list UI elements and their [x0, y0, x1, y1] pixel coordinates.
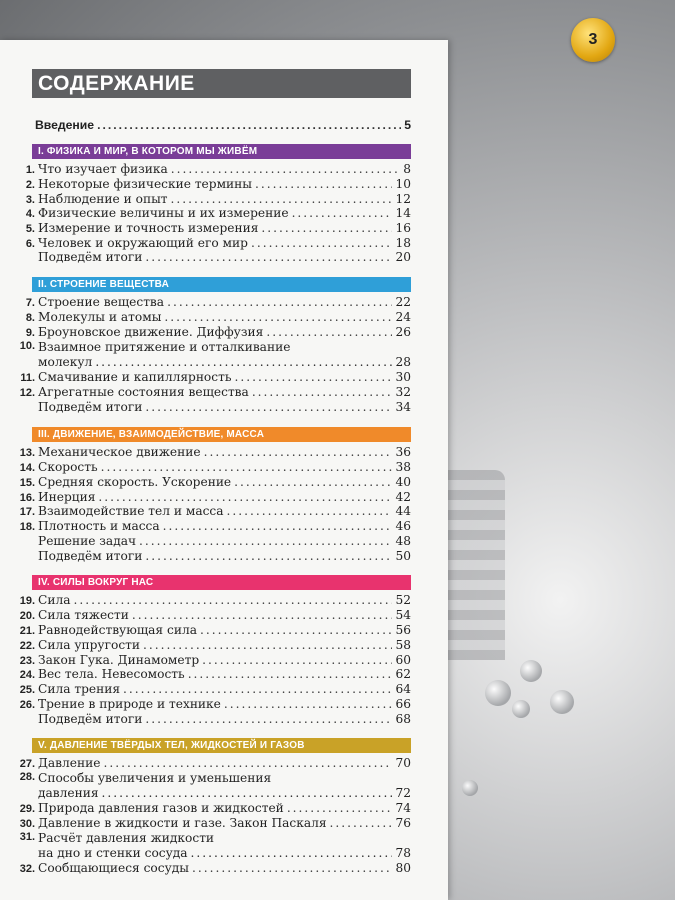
- toc-label: Физические величины и их измерение: [38, 206, 289, 220]
- toc-num: 8.: [25, 312, 35, 324]
- toc-leader: [287, 801, 393, 815]
- toc-num: 16.: [19, 492, 35, 504]
- toc-leader: [145, 712, 392, 726]
- toc-num: 7.: [25, 297, 35, 309]
- page-title: СОДЕРЖАНИЕ: [32, 69, 411, 98]
- toc-leader: [145, 549, 392, 563]
- toc-label: Способы увеличения и уменьшения: [38, 771, 272, 785]
- toc-page: 50: [395, 549, 411, 563]
- toc-leader: [145, 400, 392, 414]
- toc-page: 42: [395, 490, 411, 504]
- toc-label: Средняя скорость. Ускорение: [38, 475, 232, 489]
- molecule-ball: [512, 700, 530, 718]
- molecule-ball: [520, 660, 542, 682]
- toc-entry[interactable]: [11, 549, 411, 563]
- toc-page: 58: [395, 638, 411, 652]
- toc-leader: [139, 534, 392, 548]
- toc-label: Сообщающиеся сосуды: [38, 861, 189, 875]
- toc-entry[interactable]: [11, 504, 411, 518]
- toc-leader: [266, 325, 392, 339]
- toc-leader: [252, 385, 393, 399]
- toc-leader: [292, 206, 393, 220]
- toc-label: Давление в жидкости и газе. Закон Паскаля: [38, 816, 327, 830]
- toc-entry[interactable]: [11, 831, 411, 861]
- section-header: I. ФИЗИКА И МИР, В КОТОРОМ МЫ ЖИВЁМ: [32, 144, 411, 159]
- toc-leader: [224, 697, 393, 711]
- toc-num: 3.: [25, 194, 35, 206]
- toc-label: Закон Гука. Динамометр: [38, 653, 200, 667]
- toc-num: 24.: [19, 669, 35, 681]
- section-header: IV. СИЛЫ ВОКРУГ НАС: [32, 575, 411, 590]
- toc-leader: [123, 682, 392, 696]
- toc-page: 24: [395, 310, 411, 324]
- toc-num: 22.: [19, 640, 35, 652]
- toc-leader: [171, 192, 393, 206]
- toc-page: 52: [395, 593, 411, 607]
- molecule-ball: [550, 690, 574, 714]
- toc-leader: [171, 162, 400, 176]
- toc-label: Подведём итоги: [38, 712, 143, 726]
- toc-label: Решение задач: [38, 534, 137, 548]
- toc-page: 48: [395, 534, 411, 548]
- toc-entry[interactable]: [11, 756, 411, 770]
- toc-leader: [202, 653, 392, 667]
- toc-page: 68: [395, 712, 411, 726]
- toc-leader: [255, 177, 392, 191]
- toc-entry[interactable]: [11, 519, 411, 533]
- toc-page: 46: [395, 519, 411, 533]
- toc-num: 30.: [19, 818, 35, 830]
- toc-label: Строение вещества: [38, 295, 165, 309]
- toc-label: Сила упругости: [38, 638, 141, 652]
- toc-leader: [164, 310, 392, 324]
- toc-page: 18: [395, 236, 411, 250]
- toc-page: 72: [395, 786, 411, 800]
- toc-page: 76: [395, 816, 411, 830]
- toc-label: Молекулы и атомы: [38, 310, 162, 324]
- molecule-ball: [485, 680, 511, 706]
- section-header: II. СТРОЕНИЕ ВЕЩЕСТВА: [32, 277, 411, 292]
- toc-page: 8: [403, 162, 411, 176]
- section-header: V. ДАВЛЕНИЕ ТВЁРДЫХ ТЕЛ, ЖИДКОСТЕЙ И ГАЗОВ: [32, 738, 411, 753]
- toc-page: 38: [395, 460, 411, 474]
- toc-page: 32: [395, 385, 411, 399]
- toc-page: 5: [404, 118, 411, 132]
- toc-num: 21.: [19, 625, 35, 637]
- toc-leader: [204, 445, 393, 459]
- toc-num: 27.: [19, 758, 35, 770]
- toc-page: 78: [395, 846, 411, 860]
- toc-num: 32.: [19, 863, 35, 875]
- toc-leader: [192, 861, 393, 875]
- toc-page: 66: [395, 697, 411, 711]
- toc-entry[interactable]: [11, 667, 411, 681]
- toc-num: 12.: [19, 387, 35, 399]
- toc-label: Расчёт давления жидкости: [38, 831, 215, 845]
- toc-leader: [132, 608, 393, 622]
- toc-page: 60: [395, 653, 411, 667]
- toc-entry[interactable]: [11, 460, 411, 474]
- page-number-badge: 3: [571, 18, 615, 62]
- toc-entry[interactable]: [11, 712, 411, 726]
- toc-label: Вес тела. Невесомость: [38, 667, 185, 681]
- toc-page: 40: [395, 475, 411, 489]
- toc-entry[interactable]: [11, 385, 411, 399]
- toc-page: 62: [395, 667, 411, 681]
- toc-entry[interactable]: [11, 192, 411, 206]
- toc-page: 16: [395, 221, 411, 235]
- toc-leader: [251, 236, 393, 250]
- toc-page: 14: [395, 206, 411, 220]
- toc-num: 15.: [19, 477, 35, 489]
- toc-leader: [101, 460, 393, 474]
- toc-entry[interactable]: [11, 861, 411, 875]
- toc-num: 14.: [19, 462, 35, 474]
- toc-entry[interactable]: [11, 534, 411, 548]
- toc-entry[interactable]: [11, 682, 411, 696]
- toc-leader: [103, 756, 392, 770]
- toc-leader: [98, 490, 392, 504]
- toc-label: Броуновское движение. Диффузия: [38, 325, 264, 339]
- toc-num: 5.: [25, 223, 35, 235]
- toc-page: 10: [395, 177, 411, 191]
- toc-page: 12: [395, 192, 411, 206]
- toc-entry[interactable]: [11, 295, 411, 309]
- toc-num: 17.: [19, 506, 35, 518]
- toc-label: Подведём итоги: [38, 400, 143, 414]
- toc-label: Трение в природе и технике: [38, 697, 221, 711]
- toc-leader: [163, 519, 393, 533]
- toc-entry[interactable]: [11, 445, 411, 459]
- toc-entry-intro[interactable]: [35, 118, 411, 132]
- molecule-ball: [462, 780, 478, 796]
- toc-page: 56: [395, 623, 411, 637]
- section-header: III. ДВИЖЕНИЕ, ВЗАИМОДЕЙСТВИЕ, МАССА: [32, 427, 411, 442]
- toc-leader: [143, 638, 392, 652]
- toc-label: Подведём итоги: [38, 250, 143, 264]
- toc-entry[interactable]: [11, 653, 411, 667]
- toc-page: 70: [395, 756, 411, 770]
- toc-leader: [191, 846, 393, 860]
- toc-page: 36: [395, 445, 411, 459]
- toc-entry[interactable]: [11, 400, 411, 414]
- toc-label: Инерция: [38, 490, 96, 504]
- toc-num: 20.: [19, 610, 35, 622]
- toc-leader: [95, 355, 392, 369]
- toc-label: Что изучает физика: [38, 162, 168, 176]
- toc-entry[interactable]: [11, 608, 411, 622]
- toc-page: 74: [395, 801, 411, 815]
- toc-label-cont: молекул: [38, 355, 93, 369]
- toc-label: Наблюдение и опыт: [38, 192, 168, 206]
- contents-page: [0, 40, 448, 900]
- toc-leader: [102, 786, 393, 800]
- toc-num: 6.: [25, 238, 35, 250]
- toc-leader: [234, 475, 392, 489]
- toc-page: 54: [395, 608, 411, 622]
- toc-label-cont: давления: [38, 786, 99, 800]
- toc-num: 4.: [25, 208, 35, 220]
- toc-entry[interactable]: [11, 816, 411, 830]
- toc-label-cont: на дно и стенки сосуда: [38, 846, 188, 860]
- toc-page: 20: [395, 250, 411, 264]
- toc-label: Введение: [35, 118, 95, 132]
- toc-entry[interactable]: [11, 638, 411, 652]
- toc-entry[interactable]: [11, 177, 411, 191]
- toc-label: Скорость: [38, 460, 98, 474]
- toc-num: 25.: [19, 684, 35, 696]
- toc-page: 26: [395, 325, 411, 339]
- toc-num: 23.: [19, 655, 35, 667]
- toc-label: Механическое движение: [38, 445, 201, 459]
- toc-entry[interactable]: [11, 236, 411, 250]
- toc-page: 22: [395, 295, 411, 309]
- toc-leader: [188, 667, 393, 681]
- toc-num: 26.: [19, 699, 35, 711]
- toc-label: Взаимодействие тел и масса: [38, 504, 224, 518]
- toc-entry[interactable]: [11, 310, 411, 324]
- toc-leader: [97, 118, 401, 132]
- toc-entry[interactable]: [11, 771, 411, 801]
- toc-leader: [234, 370, 392, 384]
- toc-entry[interactable]: [11, 475, 411, 489]
- toc-label: Сила тяжести: [38, 608, 129, 622]
- toc-num: 1.: [25, 164, 35, 176]
- toc-label: Некоторые физические термины: [38, 177, 253, 191]
- toc-entry[interactable]: [11, 370, 411, 384]
- toc-entry[interactable]: [11, 593, 411, 607]
- toc-leader: [261, 221, 392, 235]
- toc-leader: [73, 593, 392, 607]
- toc-leader: [200, 623, 393, 637]
- toc-num: 28.: [19, 771, 35, 783]
- toc-entry[interactable]: [11, 162, 411, 176]
- toc-entry[interactable]: [11, 490, 411, 504]
- toc-leader: [227, 504, 393, 518]
- toc-entry[interactable]: [11, 340, 411, 370]
- toc-label: Взаимное притяжение и отталкивание: [38, 340, 291, 354]
- toc-label: Равнодействующая сила: [38, 623, 197, 637]
- toc-page: 80: [395, 861, 411, 875]
- toc-page: 30: [395, 370, 411, 384]
- toc-num: 9.: [25, 327, 35, 339]
- toc-label: Сила: [38, 593, 71, 607]
- toc-leader: [330, 816, 393, 830]
- toc-entry[interactable]: [11, 206, 411, 220]
- toc-page: 44: [395, 504, 411, 518]
- toc-label: Давление: [38, 756, 101, 770]
- toc-entry[interactable]: [11, 697, 411, 711]
- toc-num: 10.: [19, 340, 35, 352]
- toc-page: 34: [395, 400, 411, 414]
- toc-label: Смачивание и капиллярность: [38, 370, 232, 384]
- toc-leader: [167, 295, 392, 309]
- toc-label: Человек и окружающий его мир: [38, 236, 248, 250]
- toc-num: 18.: [19, 521, 35, 533]
- toc-page: 28: [395, 355, 411, 369]
- toc-leader: [145, 250, 392, 264]
- toc-entry[interactable]: [11, 221, 411, 235]
- toc-entry[interactable]: [11, 801, 411, 815]
- toc-num: 11.: [20, 372, 35, 384]
- toc-num: 29.: [19, 803, 35, 815]
- toc-entry[interactable]: [11, 623, 411, 637]
- toc-entry[interactable]: [11, 325, 411, 339]
- toc-num: 13.: [19, 447, 35, 459]
- toc-label: Подведём итоги: [38, 549, 143, 563]
- toc-num: 19.: [19, 595, 35, 607]
- toc-label: Сила трения: [38, 682, 121, 696]
- toc-label: Измерение и точность измерения: [38, 221, 259, 235]
- toc-label: Плотность и масса: [38, 519, 160, 533]
- toc-num: 2.: [25, 179, 35, 191]
- toc-num: 31.: [19, 831, 35, 843]
- toc-label: Агрегатные состояния вещества: [38, 385, 249, 399]
- toc-entry[interactable]: [11, 250, 411, 264]
- toc-label: Природа давления газов и жидкостей: [38, 801, 284, 815]
- toc-page: 64: [395, 682, 411, 696]
